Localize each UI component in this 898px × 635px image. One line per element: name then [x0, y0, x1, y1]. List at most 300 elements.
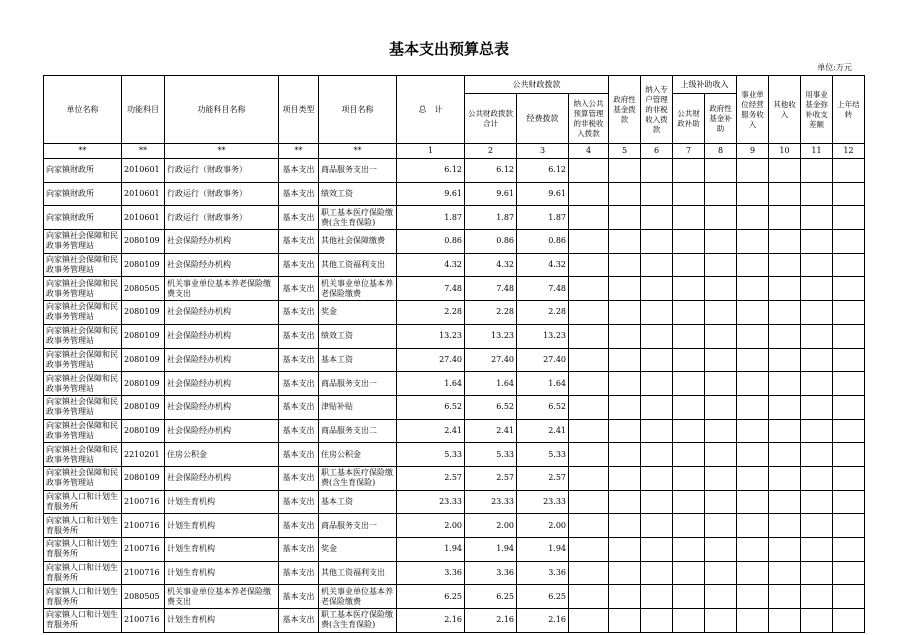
- header-business-income: 事业单位经营服务收入: [737, 76, 769, 144]
- cell-total: 1.94: [397, 538, 465, 562]
- empty-cell: [769, 609, 801, 633]
- cell-total: 7.48: [397, 277, 465, 301]
- cell-proj-name: 机关事业单位基本养老保险缴费: [319, 277, 397, 301]
- cell-proj-type: 基本支出: [279, 301, 319, 325]
- empty-cell: [769, 490, 801, 514]
- empty-cell: [705, 324, 737, 348]
- cell-func-code: 2100716: [122, 538, 165, 562]
- cell-proj-name: 职工基本医疗保险缴费(含生育保险): [319, 206, 397, 230]
- cell-total: 3.36: [397, 561, 465, 585]
- empty-cell: [705, 395, 737, 419]
- cell-public-fiscal-sub: 7.48: [465, 277, 517, 301]
- empty-cell: [641, 301, 673, 325]
- empty-cell: [641, 159, 673, 183]
- empty-cell: [673, 419, 705, 443]
- header-public-fiscal-sub: 公共财政拨款合计: [465, 94, 517, 144]
- header-last-year-carry: 上年结转: [833, 76, 865, 144]
- cell-func-code: 2080109: [122, 348, 165, 372]
- empty-cell: [705, 277, 737, 301]
- cell-unit-name: 向家镇人口和计划生育服务所: [44, 561, 122, 585]
- cell-total: 2.57: [397, 466, 465, 490]
- empty-cell: [673, 324, 705, 348]
- empty-cell: [769, 348, 801, 372]
- cell-proj-name: 机关事业单位基本养老保险缴费: [319, 585, 397, 609]
- cell-funds: 6.25: [517, 585, 569, 609]
- cell-unit-name: 向家镇社会保障和民政事务管理站: [44, 395, 122, 419]
- cell-func-name: 社会保险经办机构: [165, 419, 279, 443]
- empty-cell: [569, 395, 609, 419]
- cell-total: 2.41: [397, 419, 465, 443]
- cell-func-name: 计划生育机构: [165, 490, 279, 514]
- empty-cell: [737, 159, 769, 183]
- empty-cell: [801, 348, 833, 372]
- empty-cell: [833, 348, 865, 372]
- cell-proj-type: 基本支出: [279, 253, 319, 277]
- header-proj-type: 项目类型: [279, 76, 319, 144]
- cell-total: 2.28: [397, 301, 465, 325]
- header-funds: 经费拨款: [517, 94, 569, 144]
- empty-cell: [737, 395, 769, 419]
- empty-cell: [673, 301, 705, 325]
- cell-unit-name: 向家镇社会保障和民政事务管理站: [44, 324, 122, 348]
- header-superior-subsidy: 上级补助收入: [673, 76, 737, 94]
- empty-cell: [769, 253, 801, 277]
- cell-proj-type: 基本支出: [279, 561, 319, 585]
- empty-cell: [769, 206, 801, 230]
- cell-unit-name: 向家镇社会保障和民政事务管理站: [44, 277, 122, 301]
- table-row: [44, 159, 865, 183]
- empty-cell: [609, 182, 641, 206]
- empty-cell: [737, 466, 769, 490]
- empty-cell: [737, 206, 769, 230]
- empty-cell: [609, 466, 641, 490]
- index-cell: 8: [705, 144, 737, 159]
- empty-cell: [737, 301, 769, 325]
- empty-cell: [769, 372, 801, 396]
- cell-func-code: 2080505: [122, 585, 165, 609]
- table-row: [44, 419, 865, 443]
- cell-total: 27.40: [397, 348, 465, 372]
- cell-func-name: 行政运行（财政事务）: [165, 159, 279, 183]
- cell-public-fiscal-sub: 9.61: [465, 182, 517, 206]
- cell-proj-type: 基本支出: [279, 395, 319, 419]
- empty-cell: [705, 230, 737, 254]
- cell-func-name: 社会保险经办机构: [165, 466, 279, 490]
- empty-cell: [609, 301, 641, 325]
- cell-func-code: 2080109: [122, 301, 165, 325]
- cell-unit-name: 向家镇人口和计划生育服务所: [44, 538, 122, 562]
- empty-cell: [673, 514, 705, 538]
- cell-func-name: 计划生育机构: [165, 561, 279, 585]
- table-row: [44, 609, 865, 633]
- cell-total: 1.87: [397, 206, 465, 230]
- empty-cell: [833, 324, 865, 348]
- cell-unit-name: 向家镇人口和计划生育服务所: [44, 514, 122, 538]
- empty-cell: [641, 538, 673, 562]
- empty-cell: [769, 159, 801, 183]
- cell-proj-name: 商品服务支出一: [319, 514, 397, 538]
- empty-cell: [641, 277, 673, 301]
- empty-cell: [641, 253, 673, 277]
- cell-func-name: 社会保险经办机构: [165, 301, 279, 325]
- empty-cell: [833, 561, 865, 585]
- cell-funds: 2.28: [517, 301, 569, 325]
- cell-public-fiscal-sub: 1.87: [465, 206, 517, 230]
- index-cell: **: [279, 144, 319, 159]
- cell-total: 23.33: [397, 490, 465, 514]
- empty-cell: [641, 561, 673, 585]
- header-func-code: 功能科目: [122, 76, 165, 144]
- cell-unit-name: 向家镇社会保障和民政事务管理站: [44, 466, 122, 490]
- cell-unit-name: 向家镇人口和计划生育服务所: [44, 609, 122, 633]
- cell-public-fiscal-sub: 0.86: [465, 230, 517, 254]
- empty-cell: [569, 301, 609, 325]
- empty-cell: [641, 395, 673, 419]
- page-title: 基本支出预算总表: [388, 40, 509, 58]
- header-gov-fund: 政府性基金拨款: [609, 76, 641, 144]
- table-row: [44, 466, 865, 490]
- empty-cell: [769, 395, 801, 419]
- cell-proj-name: 职工基本医疗保险缴费(含生育保险): [319, 466, 397, 490]
- cell-func-code: 2100716: [122, 514, 165, 538]
- empty-cell: [641, 585, 673, 609]
- empty-cell: [769, 230, 801, 254]
- empty-cell: [569, 253, 609, 277]
- index-cell: 10: [769, 144, 801, 159]
- empty-cell: [769, 443, 801, 467]
- empty-cell: [801, 277, 833, 301]
- cell-public-fiscal-sub: 13.23: [465, 324, 517, 348]
- cell-proj-name: 绩效工资: [319, 324, 397, 348]
- empty-cell: [833, 277, 865, 301]
- empty-cell: [673, 230, 705, 254]
- empty-cell: [569, 585, 609, 609]
- cell-funds: 1.64: [517, 372, 569, 396]
- cell-func-name: 行政运行（财政事务）: [165, 182, 279, 206]
- empty-cell: [833, 585, 865, 609]
- empty-cell: [737, 372, 769, 396]
- empty-cell: [609, 206, 641, 230]
- cell-public-fiscal-sub: 2.16: [465, 609, 517, 633]
- cell-funds: 2.57: [517, 466, 569, 490]
- empty-cell: [641, 609, 673, 633]
- cell-public-fiscal-sub: 3.36: [465, 561, 517, 585]
- header-nontax-special: 纳入专户管理的非税收入拨款: [641, 76, 673, 144]
- index-row: [44, 144, 865, 159]
- empty-cell: [569, 514, 609, 538]
- empty-cell: [833, 395, 865, 419]
- cell-proj-type: 基本支出: [279, 159, 319, 183]
- cell-total: 4.32: [397, 253, 465, 277]
- table-row: [44, 206, 865, 230]
- header-proj-name: 项目名称: [319, 76, 397, 144]
- empty-cell: [737, 182, 769, 206]
- header-public-fiscal-subsidy: 公共财政补助: [673, 94, 705, 144]
- empty-cell: [609, 253, 641, 277]
- cell-total: 9.61: [397, 182, 465, 206]
- table-row: [44, 253, 865, 277]
- cell-funds: 1.94: [517, 538, 569, 562]
- cell-proj-type: 基本支出: [279, 466, 319, 490]
- empty-cell: [705, 419, 737, 443]
- empty-cell: [801, 466, 833, 490]
- empty-cell: [737, 609, 769, 633]
- empty-cell: [801, 538, 833, 562]
- empty-cell: [737, 538, 769, 562]
- cell-proj-type: 基本支出: [279, 443, 319, 467]
- empty-cell: [705, 301, 737, 325]
- empty-cell: [801, 514, 833, 538]
- empty-cell: [673, 490, 705, 514]
- empty-cell: [769, 419, 801, 443]
- cell-total: 13.23: [397, 324, 465, 348]
- empty-cell: [569, 490, 609, 514]
- header-func-name: 功能科目名称: [165, 76, 279, 144]
- cell-proj-type: 基本支出: [279, 514, 319, 538]
- table-row: [44, 561, 865, 585]
- empty-cell: [705, 348, 737, 372]
- table-row: [44, 514, 865, 538]
- index-cell: 4: [569, 144, 609, 159]
- empty-cell: [833, 514, 865, 538]
- empty-cell: [609, 514, 641, 538]
- empty-cell: [569, 277, 609, 301]
- empty-cell: [609, 585, 641, 609]
- cell-func-code: 2100716: [122, 561, 165, 585]
- empty-cell: [673, 206, 705, 230]
- empty-cell: [569, 609, 609, 633]
- cell-func-code: 2010601: [122, 206, 165, 230]
- cell-funds: 6.52: [517, 395, 569, 419]
- index-cell: **: [122, 144, 165, 159]
- table-row: [44, 395, 865, 419]
- empty-cell: [737, 419, 769, 443]
- index-cell: **: [165, 144, 279, 159]
- cell-proj-name: 绩效工资: [319, 182, 397, 206]
- empty-cell: [705, 159, 737, 183]
- empty-cell: [673, 182, 705, 206]
- cell-proj-name: 基本工资: [319, 348, 397, 372]
- header-unit-name: 单位名称: [44, 76, 122, 144]
- empty-cell: [833, 230, 865, 254]
- table-row: [44, 348, 865, 372]
- cell-proj-name: 其他工资福利支出: [319, 561, 397, 585]
- empty-cell: [609, 490, 641, 514]
- empty-cell: [801, 443, 833, 467]
- empty-cell: [737, 324, 769, 348]
- empty-cell: [673, 253, 705, 277]
- cell-func-name: 计划生育机构: [165, 609, 279, 633]
- cell-func-name: 社会保险经办机构: [165, 348, 279, 372]
- cell-total: 5.33: [397, 443, 465, 467]
- empty-cell: [833, 490, 865, 514]
- empty-cell: [641, 490, 673, 514]
- empty-cell: [569, 466, 609, 490]
- empty-cell: [673, 159, 705, 183]
- empty-cell: [641, 372, 673, 396]
- cell-funds: 2.16: [517, 609, 569, 633]
- empty-cell: [609, 443, 641, 467]
- cell-proj-type: 基本支出: [279, 348, 319, 372]
- cell-proj-type: 基本支出: [279, 372, 319, 396]
- cell-unit-name: 向家镇财政所: [44, 206, 122, 230]
- cell-proj-type: 基本支出: [279, 230, 319, 254]
- empty-cell: [833, 443, 865, 467]
- empty-cell: [569, 372, 609, 396]
- empty-cell: [801, 206, 833, 230]
- header-other-income: 其他收入: [769, 76, 801, 144]
- cell-unit-name: 向家镇社会保障和民政事务管理站: [44, 443, 122, 467]
- cell-funds: 23.33: [517, 490, 569, 514]
- empty-cell: [569, 324, 609, 348]
- index-cell: 1: [397, 144, 465, 159]
- cell-func-code: 2080109: [122, 419, 165, 443]
- cell-funds: 5.33: [517, 443, 569, 467]
- cell-proj-type: 基本支出: [279, 324, 319, 348]
- cell-func-code: 2100716: [122, 490, 165, 514]
- cell-unit-name: 向家镇人口和计划生育服务所: [44, 585, 122, 609]
- cell-func-name: 行政运行（财政事务）: [165, 206, 279, 230]
- empty-cell: [641, 443, 673, 467]
- empty-cell: [641, 466, 673, 490]
- table-row: [44, 585, 865, 609]
- budget-table: [43, 75, 865, 633]
- empty-cell: [673, 466, 705, 490]
- header-public-fiscal: 公共财政拨款: [465, 76, 609, 94]
- cell-proj-name: 商品服务支出一: [319, 159, 397, 183]
- cell-funds: 2.00: [517, 514, 569, 538]
- empty-cell: [801, 182, 833, 206]
- cell-unit-name: 向家镇财政所: [44, 159, 122, 183]
- cell-func-code: 2080109: [122, 324, 165, 348]
- empty-cell: [705, 609, 737, 633]
- empty-cell: [609, 159, 641, 183]
- index-cell: 3: [517, 144, 569, 159]
- empty-cell: [801, 561, 833, 585]
- table-row: [44, 372, 865, 396]
- index-cell: **: [319, 144, 397, 159]
- cell-public-fiscal-sub: 6.25: [465, 585, 517, 609]
- empty-cell: [673, 585, 705, 609]
- empty-cell: [641, 324, 673, 348]
- table-row: [44, 490, 865, 514]
- empty-cell: [673, 561, 705, 585]
- cell-func-name: 社会保险经办机构: [165, 372, 279, 396]
- empty-cell: [705, 466, 737, 490]
- cell-proj-name: 奖金: [319, 301, 397, 325]
- cell-funds: 1.87: [517, 206, 569, 230]
- cell-proj-type: 基本支出: [279, 182, 319, 206]
- empty-cell: [673, 609, 705, 633]
- cell-unit-name: 向家镇财政所: [44, 182, 122, 206]
- cell-proj-type: 基本支出: [279, 538, 319, 562]
- index-cell: 2: [465, 144, 517, 159]
- cell-funds: 27.40: [517, 348, 569, 372]
- empty-cell: [737, 514, 769, 538]
- cell-public-fiscal-sub: 27.40: [465, 348, 517, 372]
- cell-func-code: 2080505: [122, 277, 165, 301]
- cell-funds: 4.32: [517, 253, 569, 277]
- index-cell: 12: [833, 144, 865, 159]
- empty-cell: [801, 395, 833, 419]
- empty-cell: [673, 372, 705, 396]
- cell-proj-name: 津贴补贴: [319, 395, 397, 419]
- empty-cell: [609, 372, 641, 396]
- cell-func-code: 2010601: [122, 182, 165, 206]
- empty-cell: [801, 609, 833, 633]
- empty-cell: [641, 348, 673, 372]
- cell-func-code: 2080109: [122, 372, 165, 396]
- empty-cell: [609, 230, 641, 254]
- empty-cell: [705, 372, 737, 396]
- cell-func-name: 住房公积金: [165, 443, 279, 467]
- cell-proj-name: 奖金: [319, 538, 397, 562]
- cell-unit-name: 向家镇社会保障和民政事务管理站: [44, 372, 122, 396]
- cell-proj-name: 住房公积金: [319, 443, 397, 467]
- table-row: [44, 443, 865, 467]
- cell-public-fiscal-sub: 6.52: [465, 395, 517, 419]
- index-cell: 6: [641, 144, 673, 159]
- cell-proj-type: 基本支出: [279, 206, 319, 230]
- cell-public-fiscal-sub: 1.64: [465, 372, 517, 396]
- empty-cell: [769, 324, 801, 348]
- cell-func-code: 2100716: [122, 609, 165, 633]
- empty-cell: [801, 490, 833, 514]
- empty-cell: [737, 230, 769, 254]
- cell-public-fiscal-sub: 2.28: [465, 301, 517, 325]
- table-row: [44, 277, 865, 301]
- empty-cell: [705, 514, 737, 538]
- empty-cell: [801, 324, 833, 348]
- header-gov-fund-subsidy: 政府性基金补助: [705, 94, 737, 144]
- empty-cell: [769, 585, 801, 609]
- table-row: [44, 230, 865, 254]
- table-row: [44, 301, 865, 325]
- unit-label: 单位:万元: [817, 63, 852, 72]
- cell-public-fiscal-sub: 4.32: [465, 253, 517, 277]
- empty-cell: [801, 372, 833, 396]
- empty-cell: [833, 609, 865, 633]
- empty-cell: [705, 206, 737, 230]
- cell-public-fiscal-sub: 1.94: [465, 538, 517, 562]
- cell-public-fiscal-sub: 6.12: [465, 159, 517, 183]
- empty-cell: [833, 159, 865, 183]
- empty-cell: [833, 301, 865, 325]
- header-total: 总 计: [397, 76, 465, 144]
- cell-total: 6.12: [397, 159, 465, 183]
- empty-cell: [801, 585, 833, 609]
- cell-unit-name: 向家镇社会保障和民政事务管理站: [44, 253, 122, 277]
- cell-proj-name: 商品服务支出一: [319, 372, 397, 396]
- cell-proj-name: 其他社会保障缴费: [319, 230, 397, 254]
- table-row: [44, 182, 865, 206]
- empty-cell: [673, 277, 705, 301]
- empty-cell: [833, 372, 865, 396]
- header-nontax-in-budget: 纳入公共预算管理的非税收入拨款: [569, 94, 609, 144]
- empty-cell: [609, 348, 641, 372]
- cell-func-name: 计划生育机构: [165, 538, 279, 562]
- empty-cell: [609, 538, 641, 562]
- index-cell: 5: [609, 144, 641, 159]
- empty-cell: [609, 419, 641, 443]
- empty-cell: [705, 538, 737, 562]
- cell-funds: 13.23: [517, 324, 569, 348]
- cell-func-name: 计划生育机构: [165, 514, 279, 538]
- empty-cell: [705, 443, 737, 467]
- cell-func-name: 社会保险经办机构: [165, 395, 279, 419]
- cell-unit-name: 向家镇社会保障和民政事务管理站: [44, 348, 122, 372]
- cell-proj-name: 基本工资: [319, 490, 397, 514]
